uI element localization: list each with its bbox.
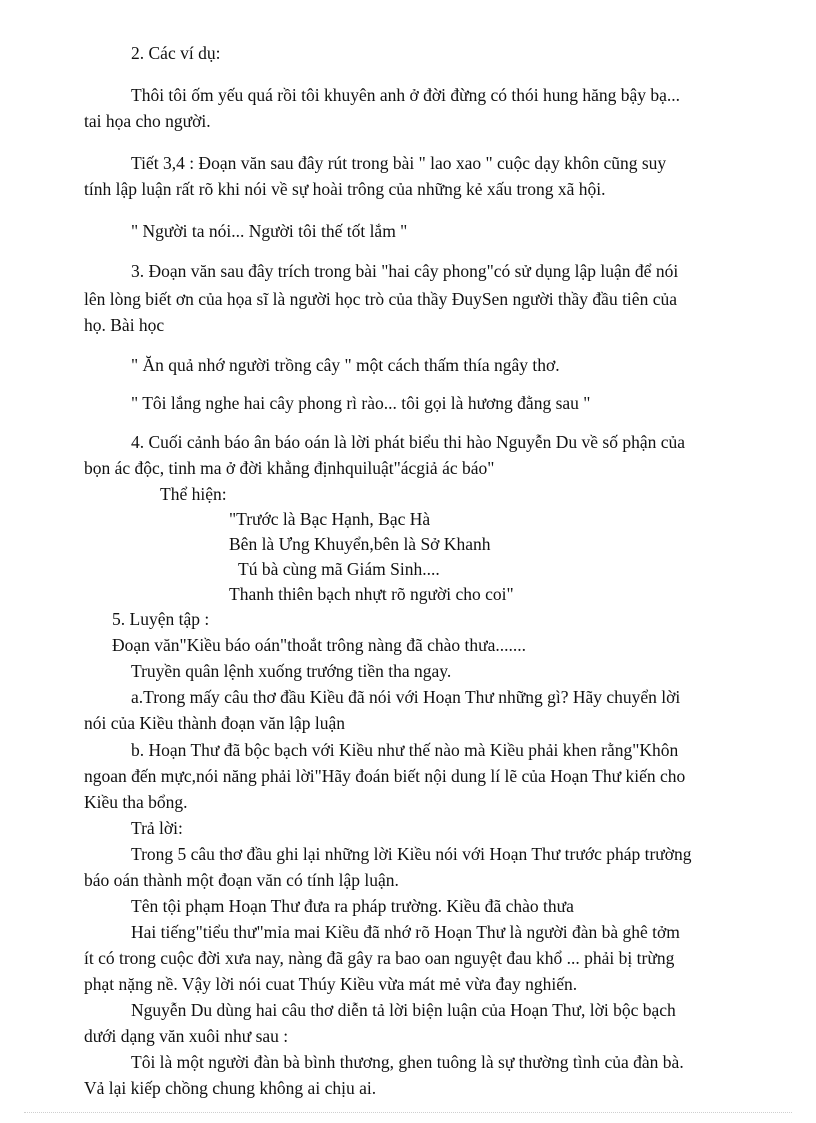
heading-practice: 5. Luyện tập : <box>112 609 210 629</box>
paragraph-line: tai họa cho người. <box>84 111 211 131</box>
paragraph-line: Trong 5 câu thơ đầu ghi lại những lời Kiều nói với Hoạn Thư trước pháp trường <box>131 844 692 864</box>
poem-line: Bên là Ưng Khuyển,bên là Sở Khanh <box>229 534 491 554</box>
quote-line: " Tôi lắng nghe hai cây phong rì rào... tôi gọi là hương đằng sau " <box>131 393 591 413</box>
paragraph-line: 4. Cuối cảnh báo ân báo oán là lời phát biểu thi hào Nguyễn Du về số phận của <box>131 432 686 452</box>
paragraph-line: phạt nặng nề. Vậy lời nói cuat Thúy Kiều vừa mát mẻ vừa đay nghiến. <box>84 974 578 994</box>
paragraph-line: Thôi tôi ốm yếu quá rồi tôi khuyên anh ở đời đừng có thói hung hăng bậy bạ... <box>131 85 681 105</box>
poem-line: "Trước là Bạc Hạnh, Bạc Hà <box>229 509 431 529</box>
paragraph-line: Kiều tha bổng. <box>84 792 188 812</box>
paragraph-line: tính lập luận rất rõ khi nói về sự hoài trông của những kẻ xấu trong xã hội. <box>84 179 606 199</box>
paragraph-line: Thể hiện: <box>160 484 227 504</box>
paragraph-line: họ. Bài học <box>84 315 165 335</box>
page-bottom-divider <box>24 1112 792 1113</box>
paragraph-line: b. Hoạn Thư đã bộc bạch với Kiều như thế nào mà Kiều phải khen rằng"Khôn <box>131 740 679 760</box>
paragraph-line: Tiết 3,4 : Đoạn văn sau đây rút trong bài " lao xao " cuộc dạy khôn cũng suy <box>131 153 667 173</box>
paragraph-line: ít có trong cuộc đời xưa nay, nàng đã gây ra bao oan nguyệt đau khổ ... phải bị trừng <box>84 948 675 968</box>
paragraph-line: bọn ác độc, tinh ma ở đời khẳng địnhquiluật"ácgiả ác báo" <box>84 458 495 478</box>
paragraph-line: ngoan đến mực,nói năng phải lời"Hãy đoán biết nội dung lí lẽ của Hoạn Thư kiến cho <box>84 766 686 786</box>
quote-line: " Ăn quả nhớ người trồng cây " một cách thấm thía ngây thơ. <box>131 355 560 375</box>
poem-line: Thanh thiên bạch nhựt rõ người cho coi" <box>229 584 514 604</box>
paragraph-line: dưới dạng văn xuôi như sau : <box>84 1026 289 1046</box>
paragraph-line: Truyền quân lệnh xuống trướng tiền tha ngay. <box>131 661 452 681</box>
paragraph-line: Nguyễn Du dùng hai câu thơ diễn tả lời biện luận của Hoạn Thư, lời bộc bạch <box>131 1000 676 1020</box>
heading-examples: 2. Các ví dụ: <box>131 43 221 63</box>
paragraph-line: lên lòng biết ơn của họa sĩ là người học trò của thầy ĐuySen người thầy đầu tiên của <box>84 289 677 309</box>
paragraph-line: 3. Đoạn văn sau đây trích trong bài "hai cây phong"có sử dụng lập luận để nói <box>131 261 679 281</box>
paragraph-line: nói của Kiều thành đoạn văn lập luận <box>84 713 345 733</box>
paragraph-line: Hai tiếng"tiểu thư"mỉa mai Kiều đã nhớ rõ Hoạn Thư là người đàn bà ghê tởm <box>131 922 680 942</box>
paragraph-line: Tên tội phạm Hoạn Thư đưa ra pháp trường. Kiều đã chào thưa <box>131 896 574 916</box>
paragraph-line: Đoạn văn"Kiều báo oán"thoắt trông nàng đã chào thưa....... <box>112 635 527 655</box>
paragraph-line: Trả lời: <box>131 818 183 838</box>
quote-line: " Người ta nói... Người tôi thế tốt lắm " <box>131 221 408 241</box>
paragraph-line: Vả lại kiếp chồng chung không ai chịu ai. <box>84 1078 377 1098</box>
poem-line: Tú bà cùng mã Giám Sinh.... <box>238 559 440 579</box>
paragraph-line: Tôi là một người đàn bà bình thương, ghen tuông là sự thường tình của đàn bà. <box>131 1052 684 1072</box>
paragraph-line: a.Trong mấy câu thơ đầu Kiều đã nói với Hoạn Thư những gì? Hãy chuyển lời <box>131 687 681 707</box>
paragraph-line: báo oán thành một đoạn văn có tính lập luận. <box>84 870 399 890</box>
